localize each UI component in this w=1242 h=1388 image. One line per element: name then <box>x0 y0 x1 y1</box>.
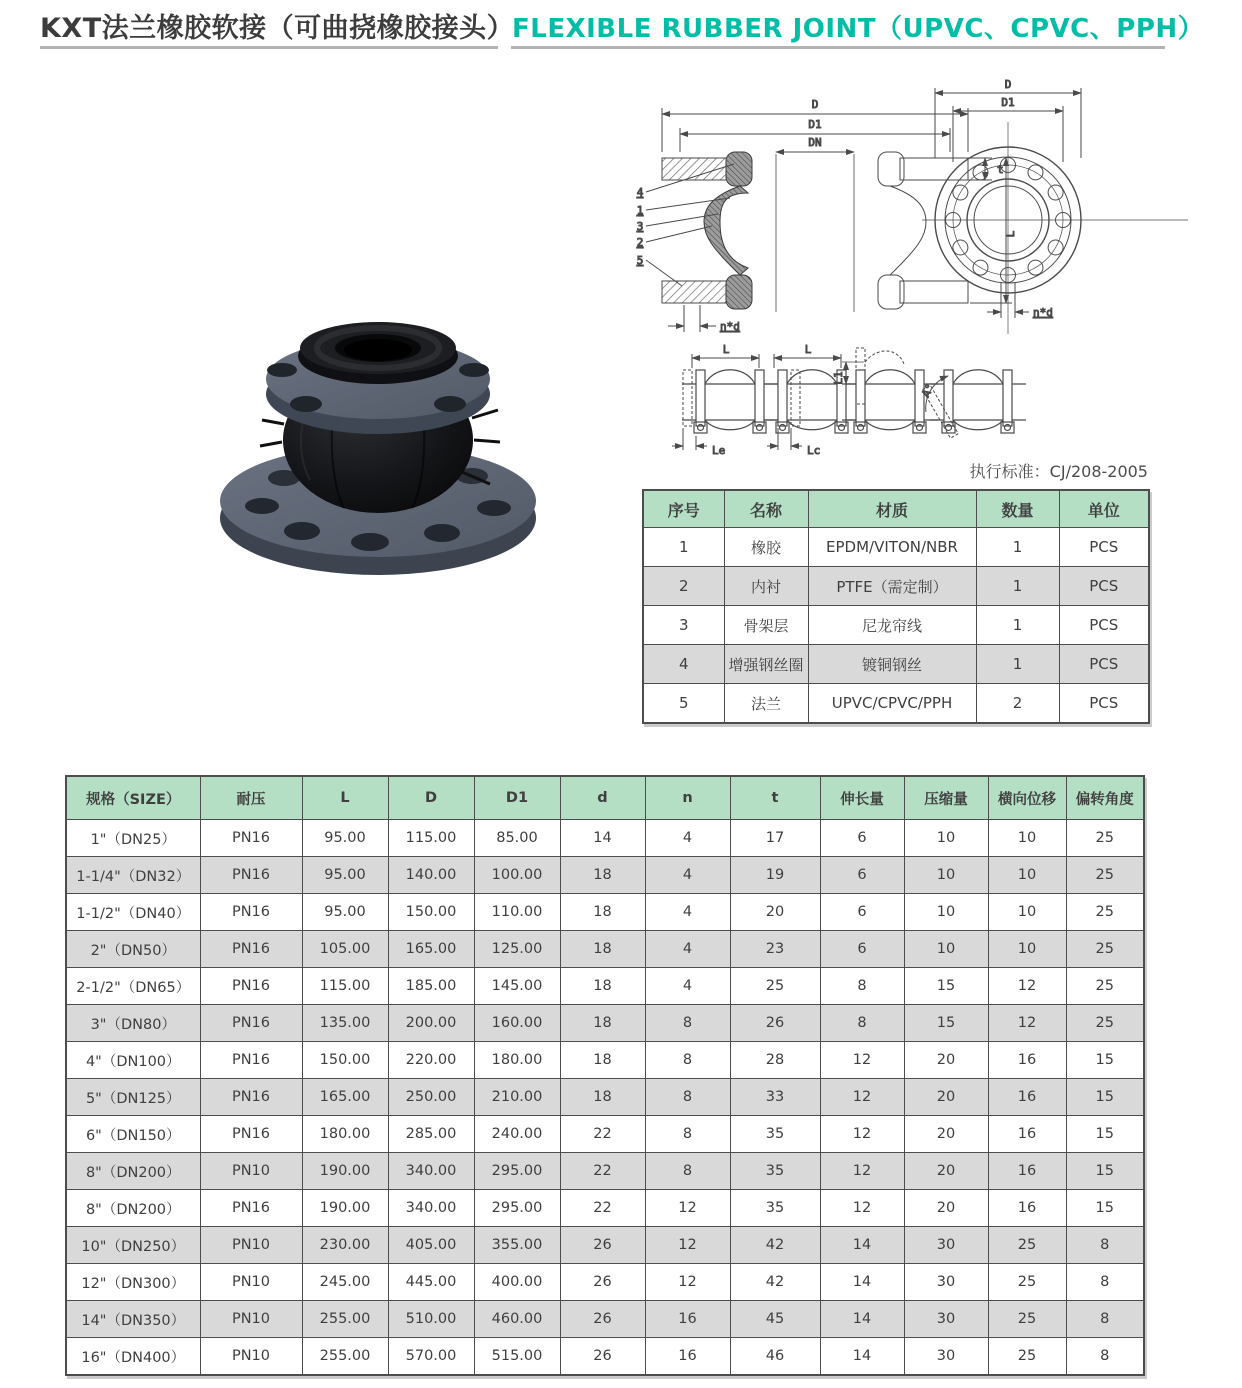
table-cell: 19 <box>730 857 820 894</box>
table-cell: 165.00 <box>302 1079 388 1116</box>
table-row <box>643 684 1149 724</box>
table-row <box>66 1153 1144 1190</box>
table-cell: PN16 <box>200 1190 302 1227</box>
table-cell: 1 <box>976 645 1059 684</box>
table-cell: PN16 <box>200 1079 302 1116</box>
table-cell: 45 <box>730 1301 820 1338</box>
front-view-drawing <box>922 78 1188 334</box>
table-cell: 18 <box>560 1079 645 1116</box>
table-cell: 18 <box>560 931 645 968</box>
table-cell: 15 <box>904 1005 988 1042</box>
table-cell: 355.00 <box>474 1227 560 1264</box>
table-cell: 法兰 <box>724 684 808 724</box>
table-cell: 1-1/2"（DN40） <box>66 894 200 931</box>
table-cell: PCS <box>1059 684 1149 724</box>
mini-dim-A: A° <box>919 381 937 400</box>
table-cell: 25 <box>730 968 820 1005</box>
table-header-cell: 数量 <box>976 490 1059 528</box>
table-cell: 145.00 <box>474 968 560 1005</box>
table-row <box>66 894 1144 931</box>
table-cell: 12 <box>820 1190 904 1227</box>
diagram-compression <box>764 343 860 457</box>
table-cell: 4 <box>645 894 730 931</box>
table-cell: 18 <box>560 968 645 1005</box>
table-cell: 4 <box>643 645 724 684</box>
parts-table <box>642 489 1150 724</box>
section-view-drawing <box>637 98 1017 333</box>
table-header-cell: t <box>730 776 820 820</box>
table-cell: 1-1/4"（DN32） <box>66 857 200 894</box>
table-cell: 1 <box>976 606 1059 645</box>
table-cell: 25 <box>988 1301 1066 1338</box>
mini-dim-L-1: L <box>722 343 730 356</box>
table-cell: 26 <box>730 1005 820 1042</box>
table-cell: 10 <box>904 820 988 857</box>
parts-table-header-row <box>643 490 1149 528</box>
table-cell: 1"（DN25） <box>66 820 200 857</box>
table-row <box>66 968 1144 1005</box>
table-cell: 25 <box>988 1264 1066 1301</box>
table-cell: 8"（DN200） <box>66 1153 200 1190</box>
table-cell: 30 <box>904 1227 988 1264</box>
table-cell: 30 <box>904 1264 988 1301</box>
table-cell: 460.00 <box>474 1301 560 1338</box>
part-number-5: 5 <box>636 254 644 267</box>
table-cell: PN16 <box>200 857 302 894</box>
table-cell: 橡胶 <box>724 528 808 567</box>
table-cell: 340.00 <box>388 1153 474 1190</box>
table-row <box>66 1042 1144 1079</box>
table-cell: 20 <box>904 1190 988 1227</box>
table-cell: 内衬 <box>724 567 808 606</box>
table-cell: 14 <box>820 1301 904 1338</box>
table-cell: 185.00 <box>388 968 474 1005</box>
table-cell: 160.00 <box>474 1005 560 1042</box>
parts-table-body <box>643 528 1149 724</box>
mini-dim-Le: Le <box>712 444 726 457</box>
table-cell: 25 <box>1066 968 1144 1005</box>
table-cell: 16"（DN400） <box>66 1338 200 1376</box>
table-header-cell: 单位 <box>1059 490 1149 528</box>
table-cell: 25 <box>988 1338 1066 1376</box>
part-number-2: 2 <box>636 236 644 249</box>
table-cell: 8 <box>820 968 904 1005</box>
table-cell: 4 <box>645 820 730 857</box>
table-cell: 2"（DN50） <box>66 931 200 968</box>
table-cell: PCS <box>1059 567 1149 606</box>
table-header-cell: n <box>645 776 730 820</box>
table-cell: 12 <box>988 1005 1066 1042</box>
table-row <box>643 645 1149 684</box>
table-cell: 12 <box>645 1264 730 1301</box>
table-cell: 8 <box>645 1079 730 1116</box>
table-header-cell: 偏转角度 <box>1066 776 1144 820</box>
table-cell: 12 <box>820 1116 904 1153</box>
table-cell: 8 <box>820 1005 904 1042</box>
table-cell: 405.00 <box>388 1227 474 1264</box>
table-row <box>643 528 1149 567</box>
table-cell: 15 <box>1066 1042 1144 1079</box>
table-cell: 25 <box>1066 820 1144 857</box>
part-number-1: 1 <box>636 204 644 217</box>
parts-table-section <box>642 489 1150 724</box>
table-cell: 20 <box>730 894 820 931</box>
table-row <box>643 567 1149 606</box>
table-header-cell: 序号 <box>643 490 724 528</box>
table-cell: 18 <box>560 894 645 931</box>
table-header-cell: 横向位移 <box>988 776 1066 820</box>
table-row <box>66 1227 1144 1264</box>
table-cell: PN16 <box>200 968 302 1005</box>
table-cell: 10 <box>988 894 1066 931</box>
table-cell: 445.00 <box>388 1264 474 1301</box>
rubber-collar <box>298 322 458 384</box>
table-row <box>643 606 1149 645</box>
table-cell: 16 <box>988 1153 1066 1190</box>
table-cell: 25 <box>1066 1005 1144 1042</box>
spec-table-section <box>65 775 1145 1376</box>
table-header-cell: D1 <box>474 776 560 820</box>
table-cell: 6"（DN150） <box>66 1116 200 1153</box>
table-cell: 15 <box>1066 1153 1144 1190</box>
table-cell: 22 <box>560 1116 645 1153</box>
table-cell: 125.00 <box>474 931 560 968</box>
table-cell: 6 <box>820 857 904 894</box>
table-row <box>66 1264 1144 1301</box>
table-cell: 2 <box>976 684 1059 724</box>
dim-label-nd-front: n*d <box>1033 306 1053 319</box>
diagram-angular <box>919 370 1026 438</box>
table-cell: 20 <box>904 1079 988 1116</box>
movement-diagrams <box>672 343 1026 457</box>
technical-drawings <box>600 62 1240 466</box>
table-cell: 135.00 <box>302 1005 388 1042</box>
table-cell: PCS <box>1059 528 1149 567</box>
table-cell: 15 <box>1066 1116 1144 1153</box>
table-cell: 18 <box>560 1005 645 1042</box>
table-cell: 5"（DN125） <box>66 1079 200 1116</box>
table-cell: 14"（DN350） <box>66 1301 200 1338</box>
table-cell: 30 <box>904 1301 988 1338</box>
table-cell: 240.00 <box>474 1116 560 1153</box>
table-cell: 22 <box>560 1190 645 1227</box>
table-cell: 16 <box>645 1301 730 1338</box>
table-cell: 115.00 <box>388 820 474 857</box>
table-cell: 14 <box>820 1227 904 1264</box>
table-cell: 245.00 <box>302 1264 388 1301</box>
table-cell: 10 <box>904 857 988 894</box>
table-cell: 16 <box>988 1116 1066 1153</box>
table-cell: 6 <box>820 820 904 857</box>
table-cell: 10 <box>904 931 988 968</box>
table-cell: 200.00 <box>388 1005 474 1042</box>
table-cell: 8 <box>645 1005 730 1042</box>
table-header-cell: 规格（SIZE） <box>66 776 200 820</box>
table-cell: 35 <box>730 1153 820 1190</box>
table-cell: 25 <box>1066 857 1144 894</box>
table-cell: 16 <box>988 1042 1066 1079</box>
table-row <box>66 931 1144 968</box>
table-cell: 150.00 <box>302 1042 388 1079</box>
table-cell: 28 <box>730 1042 820 1079</box>
table-cell: 14 <box>560 820 645 857</box>
table-cell: 295.00 <box>474 1190 560 1227</box>
table-cell: 25 <box>1066 931 1144 968</box>
table-cell: 110.00 <box>474 894 560 931</box>
table-cell: PN16 <box>200 1116 302 1153</box>
table-cell: 42 <box>730 1264 820 1301</box>
table-cell: 95.00 <box>302 894 388 931</box>
table-cell: 1 <box>643 528 724 567</box>
table-cell: PN16 <box>200 1042 302 1079</box>
table-cell: 17 <box>730 820 820 857</box>
table-header-cell: 名称 <box>724 490 808 528</box>
part-number-4: 4 <box>636 186 644 199</box>
dim-label-DN: DN <box>808 136 822 149</box>
table-cell: 180.00 <box>474 1042 560 1079</box>
product-photo <box>210 290 546 590</box>
table-cell: 115.00 <box>302 968 388 1005</box>
table-cell: 515.00 <box>474 1338 560 1376</box>
table-cell: 10 <box>904 894 988 931</box>
table-cell: 295.00 <box>474 1153 560 1190</box>
table-cell: 165.00 <box>388 931 474 968</box>
table-cell: 4 <box>645 968 730 1005</box>
spec-table-header-row <box>66 776 1144 820</box>
table-cell: 250.00 <box>388 1079 474 1116</box>
table-cell: 8 <box>1066 1301 1144 1338</box>
table-header-cell: D <box>388 776 474 820</box>
table-cell: 8 <box>1066 1338 1144 1376</box>
table-cell: 镀铜钢丝 <box>808 645 976 684</box>
table-cell: 35 <box>730 1190 820 1227</box>
table-cell: 骨架层 <box>724 606 808 645</box>
dim-label-D1: D1 <box>808 118 822 131</box>
table-cell: PTFE（需定制） <box>808 567 976 606</box>
dim-label-D-front: D <box>1004 78 1012 91</box>
table-row <box>66 1190 1144 1227</box>
table-cell: 8"（DN200） <box>66 1190 200 1227</box>
table-cell: PN16 <box>200 894 302 931</box>
table-cell: 10"（DN250） <box>66 1227 200 1264</box>
table-cell: 16 <box>645 1338 730 1376</box>
table-cell: 255.00 <box>302 1338 388 1376</box>
table-cell: PN10 <box>200 1227 302 1264</box>
table-cell: 180.00 <box>302 1116 388 1153</box>
table-cell: 1 <box>976 567 1059 606</box>
table-cell: 26 <box>560 1227 645 1264</box>
title-underline-left <box>40 46 498 49</box>
table-cell: 14 <box>820 1338 904 1376</box>
table-cell: 2-1/2"（DN65） <box>66 968 200 1005</box>
table-cell: 33 <box>730 1079 820 1116</box>
table-cell: 150.00 <box>388 894 474 931</box>
table-cell: 42 <box>730 1227 820 1264</box>
table-cell: 12 <box>820 1042 904 1079</box>
table-cell: EPDM/VITON/NBR <box>808 528 976 567</box>
table-row <box>66 1005 1144 1042</box>
table-cell: PN16 <box>200 1005 302 1042</box>
table-cell: 35 <box>730 1116 820 1153</box>
table-cell: PN16 <box>200 820 302 857</box>
table-cell: 4"（DN100） <box>66 1042 200 1079</box>
table-row <box>66 1079 1144 1116</box>
part-number-3: 3 <box>636 220 644 233</box>
table-cell: PN16 <box>200 931 302 968</box>
table-cell: 22 <box>560 1153 645 1190</box>
table-cell: 12 <box>988 968 1066 1005</box>
table-cell: 6 <box>820 931 904 968</box>
page-title-english: FLEXIBLE RUBBER JOINT（UPVC、CPVC、PPH） <box>512 14 1205 44</box>
table-cell: 16 <box>988 1190 1066 1227</box>
table-cell: 5 <box>643 684 724 724</box>
table-header-cell: L <box>302 776 388 820</box>
table-cell: 尼龙帘线 <box>808 606 976 645</box>
table-cell: 8 <box>645 1116 730 1153</box>
mini-dim-L-2: L <box>804 343 812 356</box>
table-cell: PN10 <box>200 1264 302 1301</box>
page-title-chinese: KXT法兰橡胶软接（可曲挠橡胶接头） <box>40 13 515 44</box>
dim-label-nd-section: n*d <box>720 320 740 333</box>
table-cell: 220.00 <box>388 1042 474 1079</box>
table-cell: 增强钢丝圈 <box>724 645 808 684</box>
table-cell: PN10 <box>200 1338 302 1376</box>
table-cell: 100.00 <box>474 857 560 894</box>
table-cell: 10 <box>988 931 1066 968</box>
table-cell: 12 <box>820 1079 904 1116</box>
table-cell: 20 <box>904 1153 988 1190</box>
table-cell: PN10 <box>200 1153 302 1190</box>
table-cell: 285.00 <box>388 1116 474 1153</box>
table-cell: UPVC/CPVC/PPH <box>808 684 976 724</box>
table-cell: 190.00 <box>302 1190 388 1227</box>
table-cell: 12"（DN300） <box>66 1264 200 1301</box>
table-cell: 20 <box>904 1116 988 1153</box>
table-header-cell: d <box>560 776 645 820</box>
table-cell: 3"（DN80） <box>66 1005 200 1042</box>
table-cell: 26 <box>560 1338 645 1376</box>
table-cell: 30 <box>904 1338 988 1376</box>
table-cell: 8 <box>1066 1264 1144 1301</box>
table-cell: 26 <box>560 1264 645 1301</box>
table-header-cell: 耐压 <box>200 776 302 820</box>
table-header-cell: 材质 <box>808 490 976 528</box>
table-cell: 105.00 <box>302 931 388 968</box>
table-cell: 25 <box>1066 894 1144 931</box>
table-cell: 18 <box>560 1042 645 1079</box>
table-cell: 46 <box>730 1338 820 1376</box>
table-cell: 26 <box>560 1301 645 1338</box>
execution-standard-note: 执行标准：CJ/208-2005 <box>969 462 1148 481</box>
title-underline-right <box>511 46 1165 49</box>
spec-table <box>65 775 1145 1376</box>
table-row <box>66 1301 1144 1338</box>
table-cell: 20 <box>904 1042 988 1079</box>
table-cell: 10 <box>988 820 1066 857</box>
table-cell: 8 <box>645 1042 730 1079</box>
mini-dim-Lc: Lc <box>807 444 821 457</box>
table-cell: 15 <box>904 968 988 1005</box>
table-cell: 230.00 <box>302 1227 388 1264</box>
dim-label-D1-front: D1 <box>1001 96 1015 109</box>
table-cell: 1 <box>976 528 1059 567</box>
table-cell: 2 <box>643 567 724 606</box>
dim-label-L: L <box>1004 230 1017 238</box>
table-cell: 8 <box>645 1153 730 1190</box>
table-cell: 85.00 <box>474 820 560 857</box>
diagram-extension <box>672 343 778 457</box>
table-cell: 140.00 <box>388 857 474 894</box>
table-cell: 4 <box>645 857 730 894</box>
dim-label-t: t <box>997 163 1004 176</box>
table-cell: 15 <box>1066 1190 1144 1227</box>
table-cell: 25 <box>988 1227 1066 1264</box>
table-cell: PCS <box>1059 606 1149 645</box>
table-cell: 4 <box>645 931 730 968</box>
mini-dim-L1: L1 <box>832 371 845 385</box>
table-cell: 190.00 <box>302 1153 388 1190</box>
table-row <box>66 857 1144 894</box>
table-header-cell: 伸长量 <box>820 776 904 820</box>
table-cell: 14 <box>820 1264 904 1301</box>
table-cell: PCS <box>1059 645 1149 684</box>
table-cell: 340.00 <box>388 1190 474 1227</box>
table-cell: 8 <box>1066 1227 1144 1264</box>
table-cell: 95.00 <box>302 857 388 894</box>
table-cell: 510.00 <box>388 1301 474 1338</box>
table-row <box>66 1116 1144 1153</box>
table-cell: 12 <box>820 1153 904 1190</box>
table-cell: 12 <box>645 1190 730 1227</box>
table-cell: 210.00 <box>474 1079 560 1116</box>
table-cell: 3 <box>643 606 724 645</box>
table-cell: 255.00 <box>302 1301 388 1338</box>
table-cell: PN10 <box>200 1301 302 1338</box>
table-cell: 16 <box>988 1079 1066 1116</box>
table-cell: 400.00 <box>474 1264 560 1301</box>
table-cell: 10 <box>988 857 1066 894</box>
table-row <box>66 820 1144 857</box>
dim-label-D: D <box>811 98 819 111</box>
table-header-cell: 压缩量 <box>904 776 988 820</box>
table-row <box>66 1338 1144 1376</box>
spec-table-body <box>66 820 1144 1376</box>
table-cell: 18 <box>560 857 645 894</box>
table-cell: 15 <box>1066 1079 1144 1116</box>
table-cell: 95.00 <box>302 820 388 857</box>
table-cell: 570.00 <box>388 1338 474 1376</box>
table-cell: 23 <box>730 931 820 968</box>
table-cell: 6 <box>820 894 904 931</box>
table-cell: 12 <box>645 1227 730 1264</box>
